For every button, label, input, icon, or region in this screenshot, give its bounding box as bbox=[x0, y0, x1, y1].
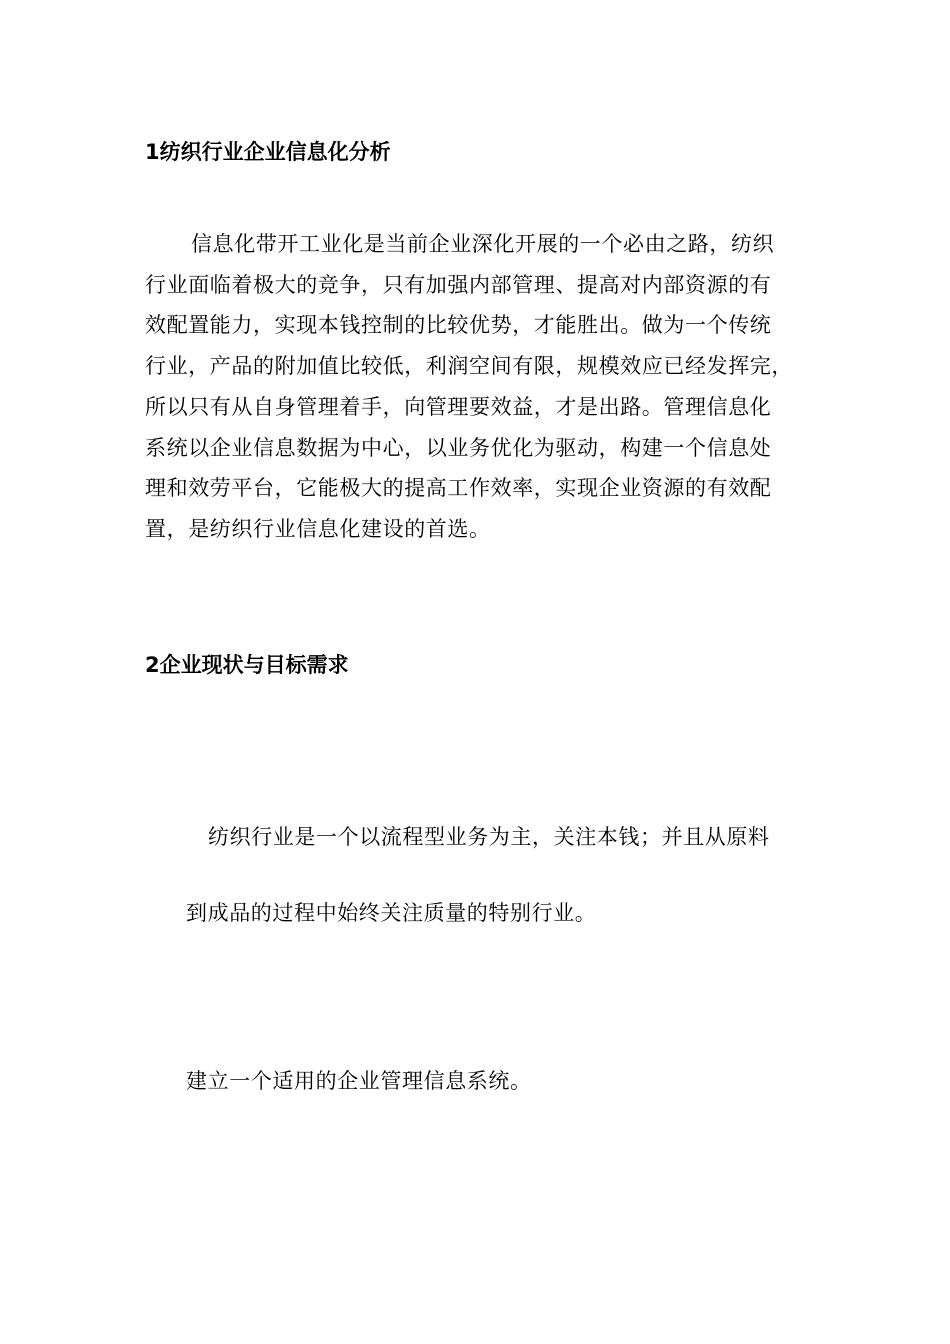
paragraph-line: 效配置能力，实现本钱控制的比较优势，才能胜出。做为一个传统 bbox=[145, 313, 772, 338]
section-2-paragraph-line: 纺织行业是一个以流程型业务为主，关注本钱；并且从原料 bbox=[208, 825, 770, 849]
section-2-heading: 2企业现状与目标需求 bbox=[145, 653, 349, 677]
section-2-paragraph-line: 到成品的过程中始终关注质量的特别行业。 bbox=[186, 901, 597, 925]
section-1-heading: 1纺织行业企业信息化分析 bbox=[145, 140, 391, 164]
paragraph-line: 信息化带开工业化是当前企业深化开展的一个必由之路，纺织 bbox=[191, 232, 775, 256]
paragraph-line: 置，是纺织行业信息化建设的首选。 bbox=[145, 516, 491, 541]
section-1-paragraph bbox=[145, 224, 815, 550]
paragraph-line: 行业，产品的附加值比较低，利润空间有限，规模效应已经发挥完， bbox=[145, 354, 793, 379]
paragraph-line: 系统以企业信息数据为中心，以业务优化为驱动，构建一个信息处 bbox=[145, 435, 772, 460]
paragraph-line: 行业面临着极大的竞争，只有加强内部管理、提高对内部资源的有 bbox=[145, 272, 772, 297]
paragraph-line: 理和效劳平台，它能极大的提高工作效率，实现企业资源的有效配 bbox=[145, 476, 772, 501]
section-2-closing-line: 建立一个适用的企业管理信息系统。 bbox=[186, 1069, 532, 1093]
paragraph-line: 所以只有从自身管理着手，向管理要效益，才是出路。管理信息化 bbox=[145, 394, 772, 419]
